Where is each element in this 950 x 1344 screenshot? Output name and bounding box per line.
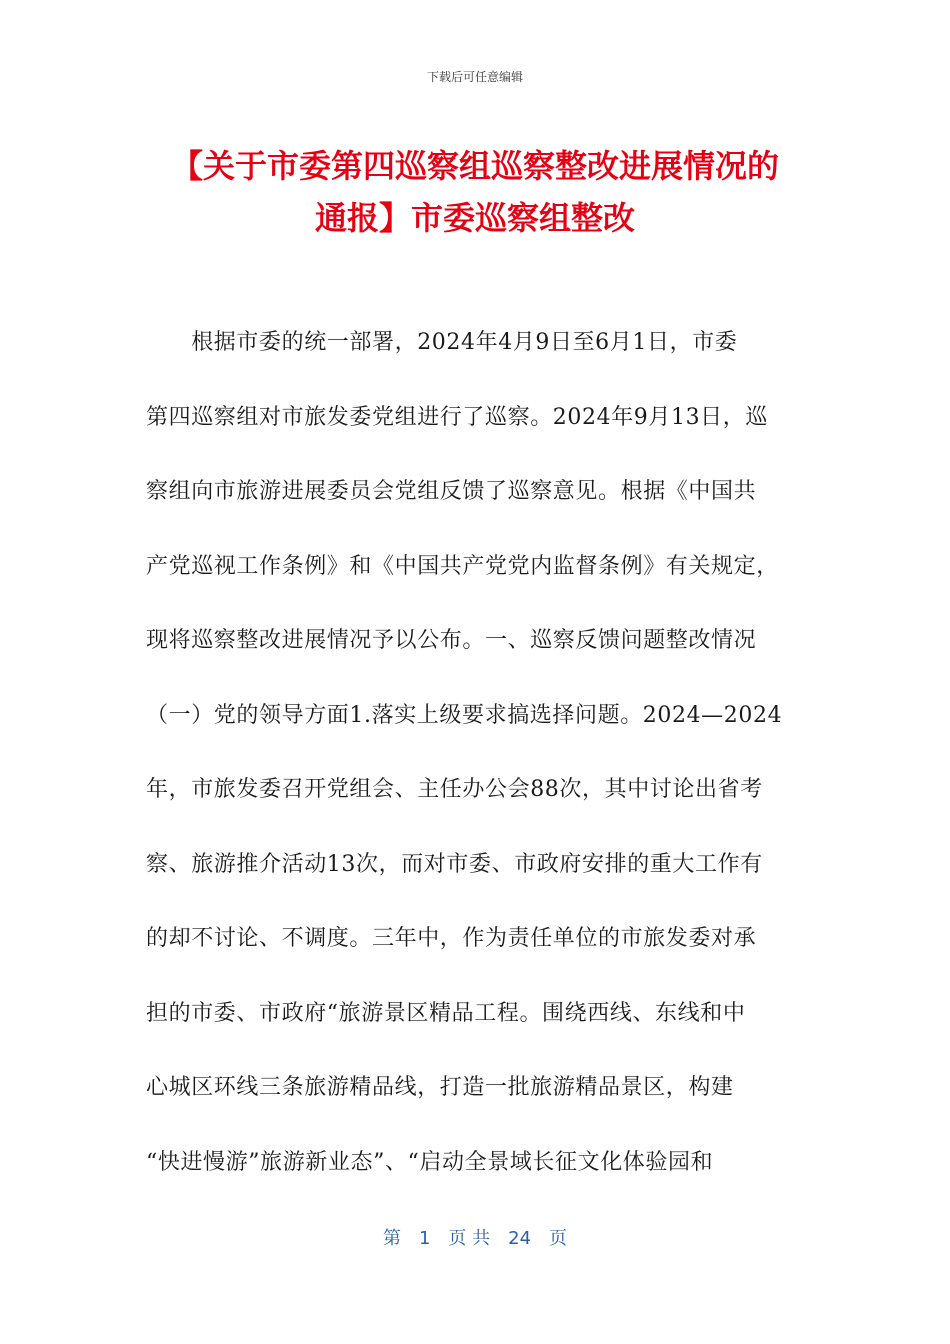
body-line: 产党巡视工作条例》和《中国共产党党内监督条例》有关规定， — [146, 553, 779, 579]
body-line: 担的市委、市政府“旅游景区精品工程。围绕西线、东线和中 — [146, 1000, 746, 1026]
body-line: 心城区环线三条旅游精品线，打造一批旅游精品景区，构建 — [146, 1075, 734, 1100]
title-line-2: 通报】市委巡察组整改 — [314, 199, 635, 237]
body-line: （一）党的领导方面1.落实上级要求搞选择问题。2024—2024 — [146, 702, 783, 728]
header-note: 下载后可任意编辑 — [426, 70, 523, 84]
document-title — [145, 140, 805, 244]
title-line-1: 【关于市委第四巡察组巡察整改进展情况的 — [170, 147, 779, 185]
body-text — [146, 318, 806, 1212]
body-line: 第四巡察组对市旅发委党组进行了巡察。2024年9月13日，巡 — [146, 404, 768, 430]
body-line: 根据市委的统一部署，2024年4月9日至6月1日，市委 — [146, 330, 738, 355]
body-line: 察、旅游推介活动13次，而对市委、市政府安排的重大工作有 — [146, 851, 763, 877]
body-line: “快进慢游”旅游新业态”、“启动全景域长征文化体验园和 — [146, 1149, 714, 1175]
page-number-footer: 第 1 页 共 24 页 — [382, 1228, 568, 1249]
body-line: 的却不讨论、不调度。三年中，作为责任单位的市旅发委对承 — [146, 926, 757, 951]
body-line: 现将巡察整改进展情况予以公布。一、巡察反馈问题整改情况 — [146, 628, 757, 653]
body-line: 年，市旅发委召开党组会、主任办公会88次，其中讨论出省考 — [146, 777, 763, 802]
body-line: 察组向市旅游进展委员会党组反馈了巡察意见。根据《中国共 — [146, 479, 757, 504]
